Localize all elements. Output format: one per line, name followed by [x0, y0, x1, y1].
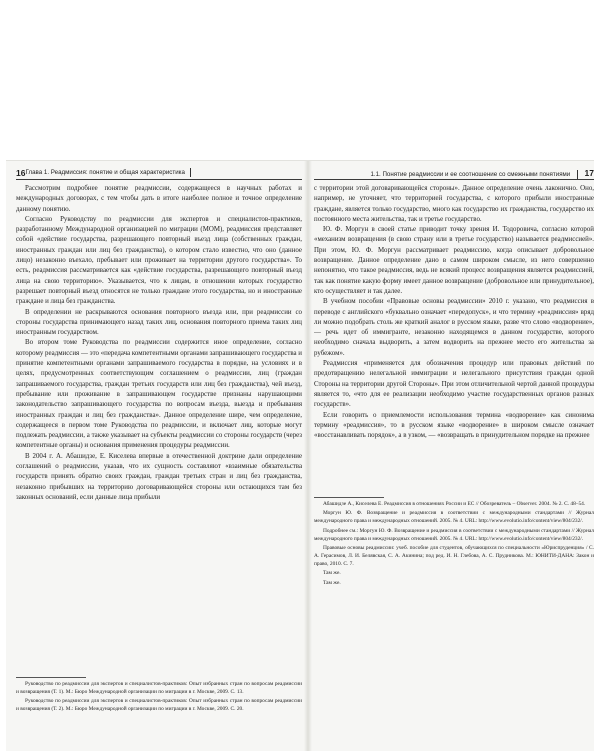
paragraph: Рассмотрим подробнее понятие реадмиссии, содержащееся в научных работах и международных договорах, с тем чтобы дать в итоге наиболее полное и точное определение данному понятию.: [16, 185, 302, 213]
paragraph: с территории этой договаривающейся стороны». Данное определение очень лаконично. Оно, например, не уточняет, что территорией государства, с которого прибыли иностранные граждане, является только государство, много как государство их гражданства, государство их постоянного места жительства, так и третье государство.: [314, 185, 594, 223]
left-footnotes: [16, 673, 302, 716]
right-footnotes: [314, 493, 594, 589]
header-separator: [577, 170, 578, 179]
right-running-head-title: 1.1. Понятие реадмиссии и ее соотношение со смежными понятиями: [370, 171, 571, 178]
right-running-header: [314, 167, 594, 180]
book-spread: [6, 160, 594, 751]
footnote: Руководство по реадмиссии для экспертов и специалистов-практиков: Опыт избранных стран по вопросам реадмиссии и возвращения (Т. 2). М.: Бюро Международной организации по миграции в г. Москве, 2009. С. 20.: [16, 698, 302, 713]
footnote: Абашидзе А., Киселева Е. Реадмиссия в отношениях России и ЕС // Обозреватель – Observer. 2004. № 2. С. 48–54.: [323, 501, 586, 507]
paragraph: Ю. Ф. Моргун в своей статье приводит точку зрения И. Тодоровича, согласно которой «механизм возвращения (в свою страну или в третье государство) называется реадмиссией». При этом, Ю. Ф. Моргун рассматривает реадмиссию, когда описывает добровольное возвращение. Данное определение дано в самом широком смысле, из него совершенно непонятно, что такое реадмиссия, ведь не всякий процесс возвращения является реадмиссией, так как понятие какую форму имеет данное возвращение (добровольное или принудительное), кто осуществляет и так далее.: [314, 226, 594, 295]
footnote: Моргун Ю. Ф. Возвращение и реадмиссия в соответствии с международными стандартами // Журнал международного права и международных отношений. 2005. № 4. URL: http://www.evolutio.info/content/view/804/232/.: [314, 510, 594, 525]
footnote: Подробнее см.: Моргун Ю. Ф. Возвращение и реадмиссия в соответствии с международными стандартами // Журнал международного права и международных отношений. 2005. № 4. URL: http://www.evolutio.info/content/view/804/232/.: [314, 527, 594, 542]
paragraph: Если говорить о приемлемости использования термина «водворение» как синонима термину «реадмиссия», то в русском языке «водворение» в широком смысле означает «восстанавливать порядок», а в узком, — «возвращать в принудительном порядке на прежнее: [314, 411, 594, 440]
paragraph: Во втором томе Руководства по реадмиссии содержится иное определение, согласно которому реадмиссия — это «передача компетентными органами запрашивающего государства и принятие компетентными органами запрашиваемого государства в порядке, на условиях и в целях, предусмотренных соответствующим соглашением о реадмиссии, лиц (граждан запрашиваемого государства, граждан третьих государств или лиц без гражданства), чей въезд, пребывание или проживание в запрашивающем государстве признаны нарушающими законодательство запрашивающего государства по вопросам въезда, выезда и пребывания иностранных граждан и лиц без гражданства». Данное определение шире, чем определение, содержащееся в первом томе Руководства по реадмиссии, и включает лиц, которые могут подлежать реадмиссии, а также указывает на субъекты реадмиссии со стороны государств (через компетентные органы) и основания применения процедуры реадмиссии.: [16, 339, 302, 450]
footnote: Правовые основы реадмиссии: учеб. пособие для студентов, обучающихся по специальности «Юриспруденция» / С. А. Герасимов, Л. И. Белявская, С. А. Акинина; под ред. И. Н. Глебова, А. С. Прудникова. М.: ЮНИТИ-ДАНА: Закон и право, 2010. С. 7.: [314, 545, 594, 567]
right-page: [314, 161, 594, 751]
paragraph: Согласно Руководству по реадмиссии для экспертов и специалистов-практиков, разработанному Международной организацией по миграции (МОМ), реадмиссия представляет собой «действие государства, разрешающего повторный въезд лица (собственных граждан, иностранных граждан или лиц без гражданства), о котором стало известно, что оно (данное лицо) незаконно въехало, пребывает или проживает на территории другого государства». То есть, реадмиссия рассматривается как «действие государства, разрешающего повторный въезд лица на свою территорию». Указывается, что к лицам, в отношении которых государство разрешает повторный въезд относятся не только граждане этого государства, но и иностранные граждане и лица без гражданства.: [16, 215, 302, 306]
right-page-body: [314, 184, 594, 441]
right-page-number: 17: [584, 168, 594, 178]
left-page-number: 16: [16, 168, 26, 178]
paragraph: В определении не раскрываются основания повторного въезда или, при реадмиссии со стороны государства принимающего назад таких лиц, основания повторного приема таких лиц иностранным государством.: [16, 308, 302, 337]
paragraph: В 2004 г. А. Абашидзе, Е. Киселева впервые в отечественной доктрине дали определение соглашений о реадмиссии, указав, что их сущность составляют «взаимные обязательства государств принять обратно своих граждан, граждан третьих стран и лиц без гражданства, незаконно прибывших на территорию договаривающейся стороны или остающихся там без законных оснований, если данные лица прибыли: [16, 452, 302, 501]
left-running-header: [16, 167, 302, 180]
left-page-body: [16, 184, 302, 503]
left-running-head-title: Глава 1. Реадмиссия: понятие и общая характеристика: [25, 169, 185, 176]
paragraph: Реадмиссия «применяется для обозначения процедур или правовых действий по предотвращению нелегальной иммиграции и нелегального присутствия граждан одной Стороны на территории другой Стороны». При этом отличительной чертой данной процедуры является то, «что для ее реализации необходимо участие государственных органов разных государств».: [314, 360, 594, 409]
paragraph: В учебном пособии «Правовые основы реадмиссии» 2010 г. указано, что реадмиссия в переводе с английского «буквально означает «передопуск», и что термину «реадмиссия» вряд ли можно подобрать столь же краткий аналог в русском языке, разве что слово «водворение», — речь идет об иммигранте, незаконно находящемся в данном государстве, которого необходимо сначала выдворить, а затем водворить на прежнее место его жительства за рубежом».: [314, 298, 594, 357]
header-separator: [190, 168, 191, 177]
left-page: [16, 161, 302, 751]
footnote: Руководство по реадмиссии для экспертов и специалистов-практиков: Опыт избранных стран по вопросам реадмиссии и возвращения (Т. 1). М.: Бюро Международной организации по миграции в г. Москве, 2009. С. 13.: [16, 681, 302, 695]
footnote: Там же.: [323, 579, 341, 586]
footnote: Там же.: [323, 570, 341, 577]
book-gutter: [304, 161, 312, 751]
